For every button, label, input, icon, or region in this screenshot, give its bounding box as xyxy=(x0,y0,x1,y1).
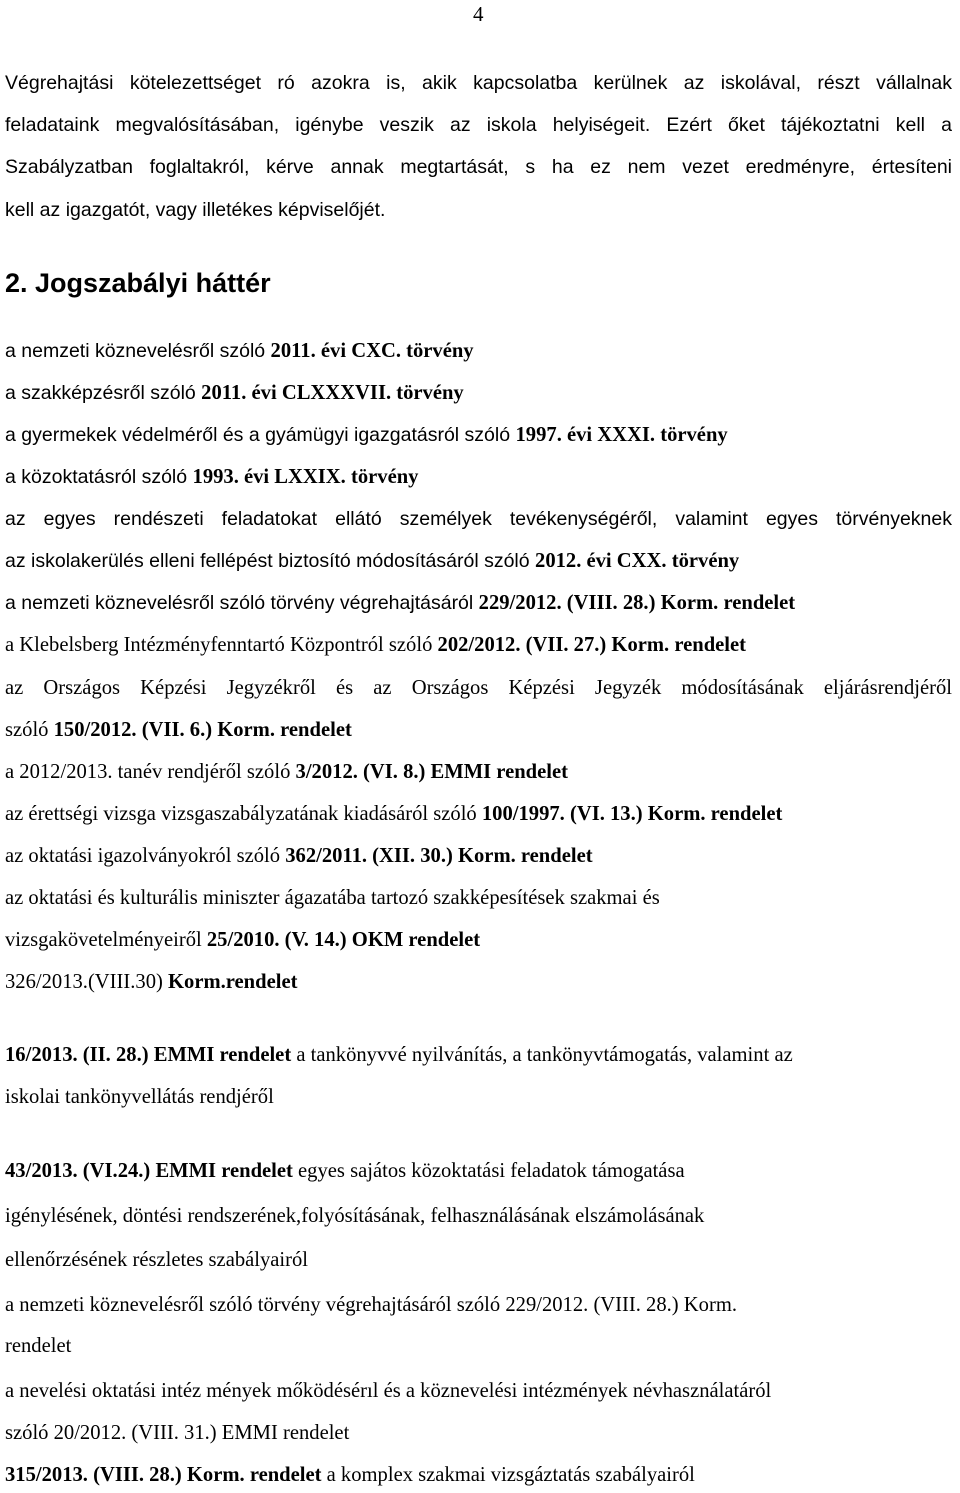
law-item: az iskolakerülés elleni fellépést biztosító módosításáról szóló 2012. évi CXX. törvény xyxy=(5,550,740,572)
law-item: iskolai tankönyvellátás rendjéről xyxy=(5,1086,274,1108)
law-item: rendelet xyxy=(5,1335,72,1357)
law-item: 326/2013.(VIII.30) Korm.rendelet xyxy=(5,971,298,993)
law-item: a nevelési oktatási intéz mények mőködésérıl és a köznevelési intézmények névhasználatáról xyxy=(5,1380,772,1402)
section-heading: 2. Jogszabályi háttér xyxy=(5,268,271,298)
law-item: a gyermekek védelméről és a gyámügyi igazgatásról szóló 1997. évi XXXI. törvény xyxy=(5,424,728,446)
intro-line: Szabályzatban foglaltakról, kérve annak megtartását, s ha ez nem vezet eredményre, értesíteni xyxy=(5,156,952,178)
law-item: az oktatási és kulturális miniszter ágazatába tartozó szakképesítések szakmai és xyxy=(5,887,660,909)
law-item: az oktatási igazolványokról szóló 362/2011. (XII. 30.) Korm. rendelet xyxy=(5,845,593,867)
law-item: a nemzeti köznevelésről szóló 2011. évi CXC. törvény xyxy=(5,340,474,362)
law-item: igénylésének, döntési rendszerének,folyósításának, felhasználásának elszámolásának xyxy=(5,1205,705,1227)
intro-line: Végrehajtási kötelezettséget ró azokra is, akik kapcsolatba kerülnek az iskolával, részt vállalnak xyxy=(5,72,952,94)
law-item: az egyes rendészeti feladatokat ellátó személyek tevékenységéről, valamint egyes törvényeknek xyxy=(5,508,952,530)
law-item: a nemzeti köznevelésről szóló törvény végrehajtásáról 229/2012. (VIII. 28.) Korm. rendelet xyxy=(5,592,796,614)
intro-line: feladataink megvalósításában, igénybe veszik az iskola helyiségeit. Ezért őket tájékoztatni kell a xyxy=(5,114,952,136)
law-item: a nemzeti köznevelésről szóló törvény végrehajtásáról szóló 229/2012. (VIII. 28.) Korm. xyxy=(5,1294,737,1316)
law-item: az érettségi vizsga vizsgaszabályzatának kiadásáról szóló 100/1997. (VI. 13.) Korm. rendelet xyxy=(5,803,783,825)
law-item: a közoktatásról szóló 1993. évi LXXIX. törvény xyxy=(5,466,419,488)
law-item: szóló 150/2012. (VII. 6.) Korm. rendelet xyxy=(5,719,352,741)
law-item: az Országos Képzési Jegyzékről és az Országos Képzési Jegyzék módosításának eljárásrendjéről xyxy=(5,677,952,699)
law-item: 43/2013. (VI.24.) EMMI rendelet egyes sajátos közoktatási feladatok támogatása xyxy=(5,1160,685,1182)
law-item: a 2012/2013. tanév rendjéről szóló 3/2012. (VI. 8.) EMMI rendelet xyxy=(5,761,568,783)
page-number: 4 xyxy=(473,2,484,26)
law-item: szóló 20/2012. (VIII. 31.) EMMI rendelet xyxy=(5,1422,350,1444)
law-item: 315/2013. (VIII. 28.) Korm. rendelet a komplex szakmai vizsgáztatás szabályairól xyxy=(5,1464,695,1486)
law-item: ellenőrzésének részletes szabályairól xyxy=(5,1249,309,1271)
law-item: vizsgakövetelményeiről 25/2010. (V. 14.) OKM rendelet xyxy=(5,929,481,951)
law-item: a Klebelsberg Intézményfenntartó Központról szóló 202/2012. (VII. 27.) Korm. rendelet xyxy=(5,634,747,656)
law-item: 16/2013. (II. 28.) EMMI rendelet a tankönyvvé nyilvánítás, a tankönyvtámogatás, valamint az xyxy=(5,1044,793,1066)
law-item: a szakképzésről szóló 2011. évi CLXXXVII. törvény xyxy=(5,382,464,404)
intro-line: kell az igazgatót, vagy illetékes képviselőjét. xyxy=(5,199,386,221)
